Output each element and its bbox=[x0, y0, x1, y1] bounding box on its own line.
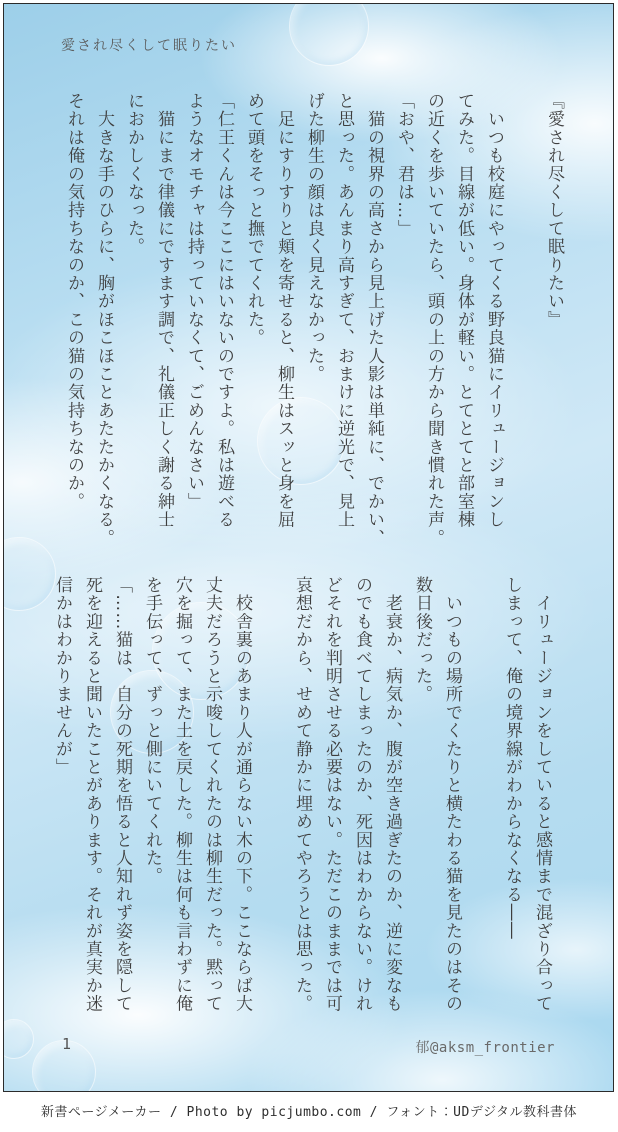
text-line: 哀想だから、せめて静かに埋めてやろうとは思った。 bbox=[292, 576, 312, 1013]
text-line: 校舎裏のあまり人が通らない木の下。ここならば大 bbox=[232, 576, 252, 1013]
text-line: いつも校庭にやってくる野良猫にイリュージョンし bbox=[484, 92, 504, 529]
text-line: 信かはわかりませんが」 bbox=[52, 576, 72, 777]
story-block-bottom bbox=[47, 576, 557, 1013]
story-title: 『愛され尽くして眠りたい』 bbox=[544, 92, 564, 329]
blank-line bbox=[467, 576, 497, 1013]
text-line: 穴を掘って、また土を戻した。柳生は何も言わずに俺 bbox=[172, 576, 192, 1013]
footer-credit: 新書ページメーカー / Photo by picjumbo.com / フォント：UDデジタル教科書体 bbox=[40, 1105, 578, 1120]
bubble-decoration bbox=[3, 1019, 34, 1059]
text-line: ようなオモチャは持っていなくて、ごめんなさい」 bbox=[184, 92, 204, 511]
bubble-decoration bbox=[289, 3, 369, 66]
author-credit: 郁@aksm_frontier bbox=[415, 1040, 555, 1056]
text-line: と思った。あんまり高すぎて、おまけに逆光で、見上 bbox=[334, 92, 354, 529]
blank-line bbox=[509, 92, 539, 547]
text-line: 「仁王くんは今ここにはいないのですよ。私は遊べる bbox=[214, 92, 234, 529]
text-line: 「おや、君は…」 bbox=[394, 92, 414, 238]
text-line: げた柳生の顔は良く見えなかった。 bbox=[304, 92, 324, 384]
text-line: イリュージョンをしていると感情まで混ざり合って bbox=[532, 576, 552, 1013]
text-line: 数日後だった。 bbox=[412, 576, 432, 704]
text-line: 丈夫だろうと示唆してくれたのは柳生だった。黙って bbox=[202, 576, 222, 1013]
text-line: のでも食べてしまったのか、死因はわからない。けれ bbox=[352, 576, 372, 1013]
page-number: 1 bbox=[62, 1035, 72, 1053]
story-block-top bbox=[59, 92, 569, 547]
text-line: どそれを判明させる必要はない。ただこのままでは可 bbox=[322, 576, 342, 1013]
text-line: 老衰か、病気か、腹が空き過ぎたのか、逆に変なも bbox=[382, 576, 402, 1013]
text-line: 死を迎えると聞いたことがあります。それが真実か迷 bbox=[82, 576, 102, 1013]
text-line: 足にすりすりと頬を寄せると、柳生はスッと身を屈 bbox=[274, 92, 294, 529]
text-line: を手伝って、ずっと側にいてくれた。 bbox=[142, 576, 162, 886]
blank-line bbox=[257, 576, 287, 1013]
text-line: 大きな手のひらに、胸がほこほことあたたかくなる。 bbox=[94, 92, 114, 547]
text-line: 「……猫は、自分の死期を悟ると人知れず姿を隠して bbox=[112, 576, 132, 1013]
text-line: てみた。目線が低い。身体が軽い。とてとてと部室棟 bbox=[454, 92, 474, 529]
text-line: 猫にまで律儀にですます調で、礼儀正しく謝る紳士 bbox=[154, 92, 174, 529]
text-line: しまって、俺の境界線がわからなくなる―― bbox=[502, 576, 522, 940]
sky-photo-frame bbox=[3, 3, 614, 1092]
text-line: におかしくなった。 bbox=[124, 92, 144, 256]
text-line: 猫の視界の高さから見上げた人影は単純に、でかい、 bbox=[364, 92, 384, 547]
text-line: の近くを歩いていたら、頭の上の方から聞き慣れた声。 bbox=[424, 92, 444, 547]
text-line: いつもの場所でくたりと横たわる猫を見たのはその bbox=[442, 576, 462, 1013]
text-line: めて頭をそっと撫でてくれた。 bbox=[244, 92, 264, 347]
header-title: 愛され尽くして眠りたい bbox=[61, 38, 237, 54]
text-line: それは俺の気持ちなのか、この猫の気持ちなのか。 bbox=[64, 92, 84, 511]
